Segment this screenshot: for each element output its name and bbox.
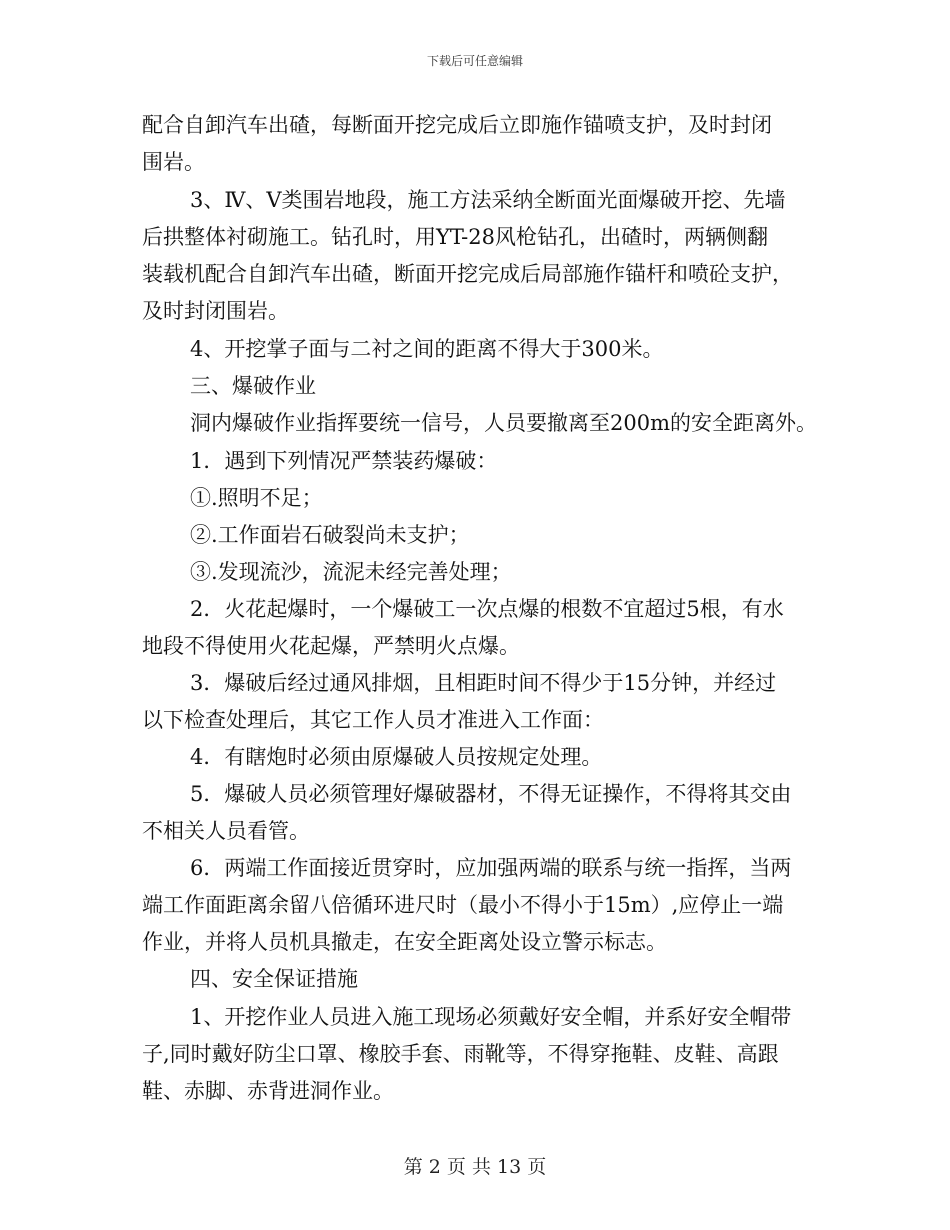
text-line: 以下检查处理后，其它工作人员才准进入工作面： — [142, 708, 604, 732]
text-line: 4．有瞎炮时必须由原爆破人员按规定处理。 — [190, 745, 603, 769]
text-line: 5．爆破人员必须管理好爆破器材，不得无证操作，不得将其交由 — [190, 782, 792, 806]
text-line: 1．遇到下列情况严禁装药爆破： — [190, 449, 498, 473]
section-heading: 三、爆破作业 — [190, 374, 316, 398]
text-line: 2．火花起爆时，一个爆破工一次点爆的根数不宜超过5根，有水 — [190, 597, 784, 621]
text-line: 4、开挖掌子面与二衬之间的距离不得大于300米。 — [190, 337, 664, 361]
text-line: 子,同时戴好防尘口罩、橡胶手套、雨靴等，不得穿拖鞋、皮鞋、高跟 — [142, 1042, 779, 1066]
text-line: 装载机配合自卸汽车出碴，断面开挖完成后局部施作锚杆和喷砼支护， — [142, 262, 793, 286]
text-line: 不相关人员看管。 — [142, 819, 310, 843]
text-line: 3、Ⅳ、Ⅴ类围岩地段，施工方法采纳全断面光面爆破开挖、先墙 — [190, 188, 786, 212]
page-footer: 第 2 页 共 13 页 — [403, 1156, 547, 1178]
text-line: 围岩。 — [142, 150, 205, 174]
text-line: 及时封闭围岩。 — [142, 299, 289, 323]
text-line: 配合自卸汽车出碴，每断面开挖完成后立即施作锚喷支护，及时封闭 — [142, 113, 772, 137]
text-line: 1、开挖作业人员进入施工现场必须戴好安全帽，并系好安全帽带 — [190, 1005, 792, 1029]
text-line: 地段不得使用火花起爆，严禁明火点爆。 — [142, 634, 520, 658]
section-heading: 四、安全保证措施 — [190, 967, 358, 991]
text-line: ②.工作面岩石破裂尚未支护； — [190, 523, 470, 547]
page-header: 下载后可任意编辑 — [426, 54, 523, 68]
text-line: 端工作面距离余留八倍循环进尺时（最小不得小于15m）,应停止一端 — [142, 893, 784, 917]
text-line: 鞋、赤脚、赤背进洞作业。 — [142, 1079, 394, 1103]
text-line: 6．两端工作面接近贯穿时，应加强两端的联系与统一指挥，当两 — [190, 856, 792, 880]
text-line: 洞内爆破作业指挥要统一信号，人员要撤离至200m的安全距离外。 — [190, 411, 817, 435]
text-line: 后拱整体衬砌施工。钻孔时，用YT-28风枪钻孔，出碴时，两辆侧翻 — [142, 225, 768, 249]
text-line: 3．爆破后经过通风排烟，且相距时间不得少于15分钟，并经过 — [190, 671, 777, 695]
text-line: ③.发现流沙，流泥未经完善处理； — [190, 560, 512, 584]
text-line: ①.照明不足； — [190, 486, 323, 510]
text-line: 作业，并将人员机具撤走，在安全距离处设立警示标志。 — [142, 930, 667, 954]
